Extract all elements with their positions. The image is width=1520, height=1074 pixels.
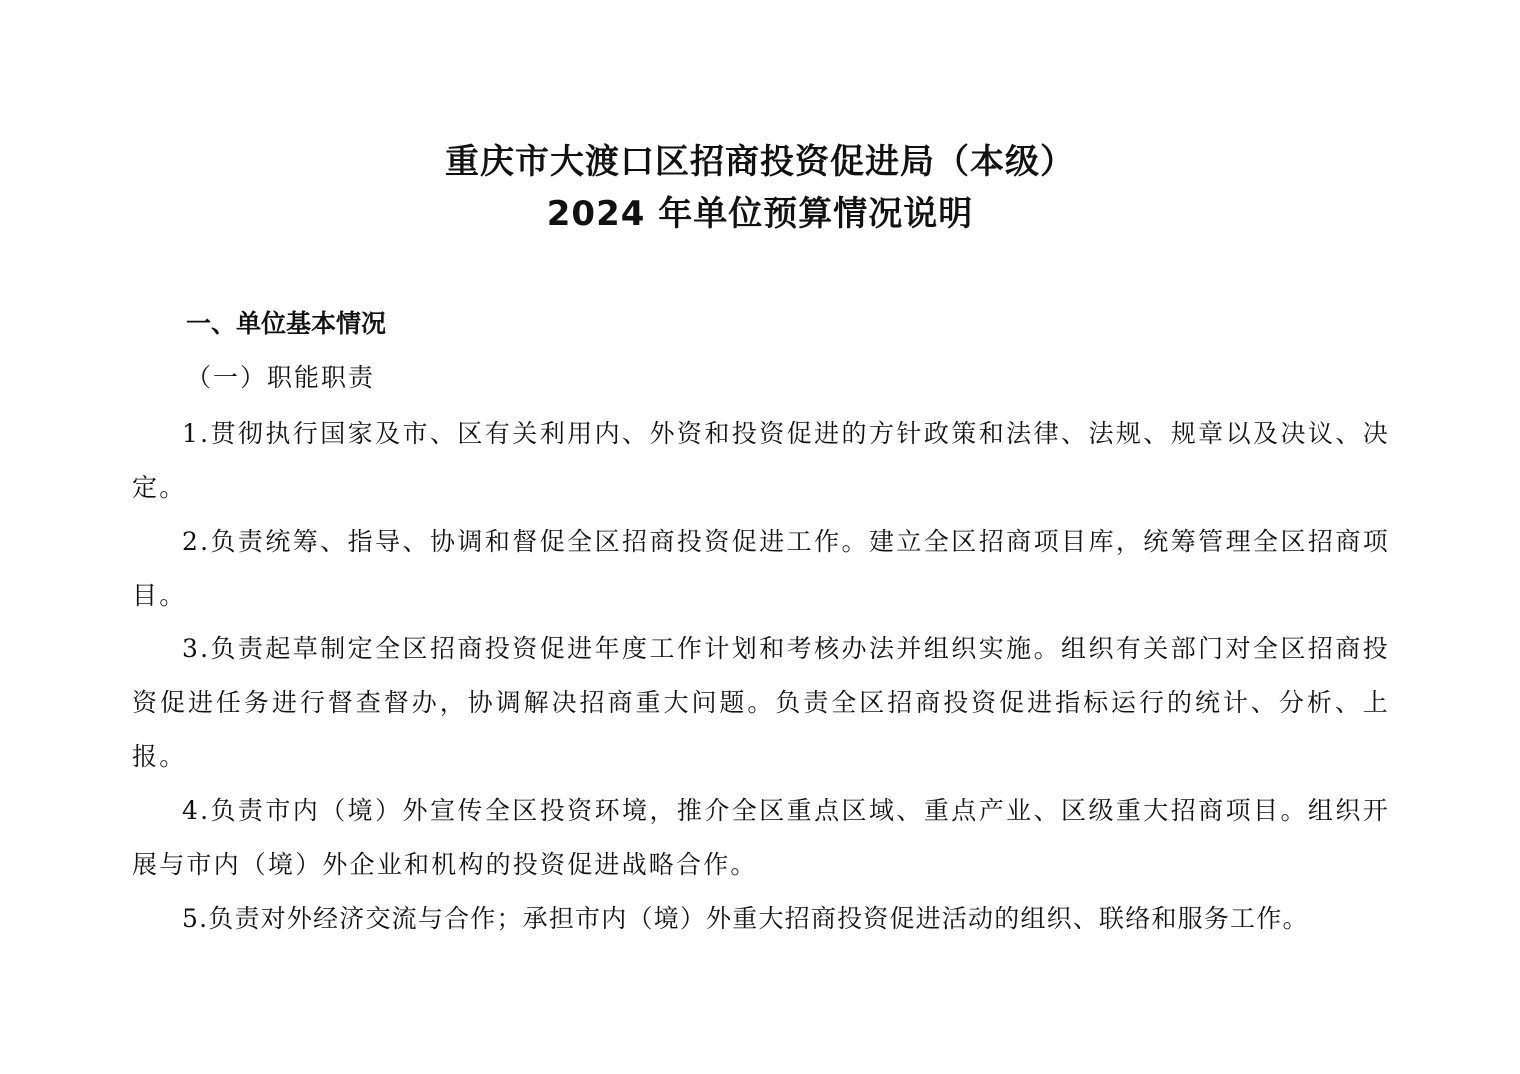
subsection-heading-duties: （一）职能职责 <box>186 363 376 392</box>
document-title-line2: 2024 年单位预算情况说明 <box>546 194 974 234</box>
section-heading-basic-info: 一、单位基本情况 <box>186 309 387 338</box>
duty-paragraph-5: 5.负责对外经济交流与合作；承担市内（境）外重大招商投资促进活动的组织、联络和服务工作。 <box>182 904 1309 933</box>
duty-paragraph-3: 3.负责起草制定全区招商投资促进年度工作计划和考核办法并组织实施。组织有关部门对全区招商投资促进任务进行督查督办，协调解决招商重大问题。负责全区招商投资促进指标运行的统计、分析、上报。 <box>132 634 1390 771</box>
duty-paragraph-1: 1.贯彻执行国家及市、区有关利用内、外资和投资促进的方针政策和法律、法规、规章以及决议、决定。 <box>132 419 1390 502</box>
duty-paragraph-2: 2.负责统筹、指导、协调和督促全区招商投资促进工作。建立全区招商项目库，统筹管理全区招商项目。 <box>132 527 1390 610</box>
duty-paragraph-4: 4.负责市内（境）外宣传全区投资环境，推介全区重点区域、重点产业、区级重大招商项目。组织开展与市内（境）外企业和机构的投资促进战略合作。 <box>132 796 1390 879</box>
document-title-line1: 重庆市大渡口区招商投资促进局（本级） <box>445 142 1075 182</box>
